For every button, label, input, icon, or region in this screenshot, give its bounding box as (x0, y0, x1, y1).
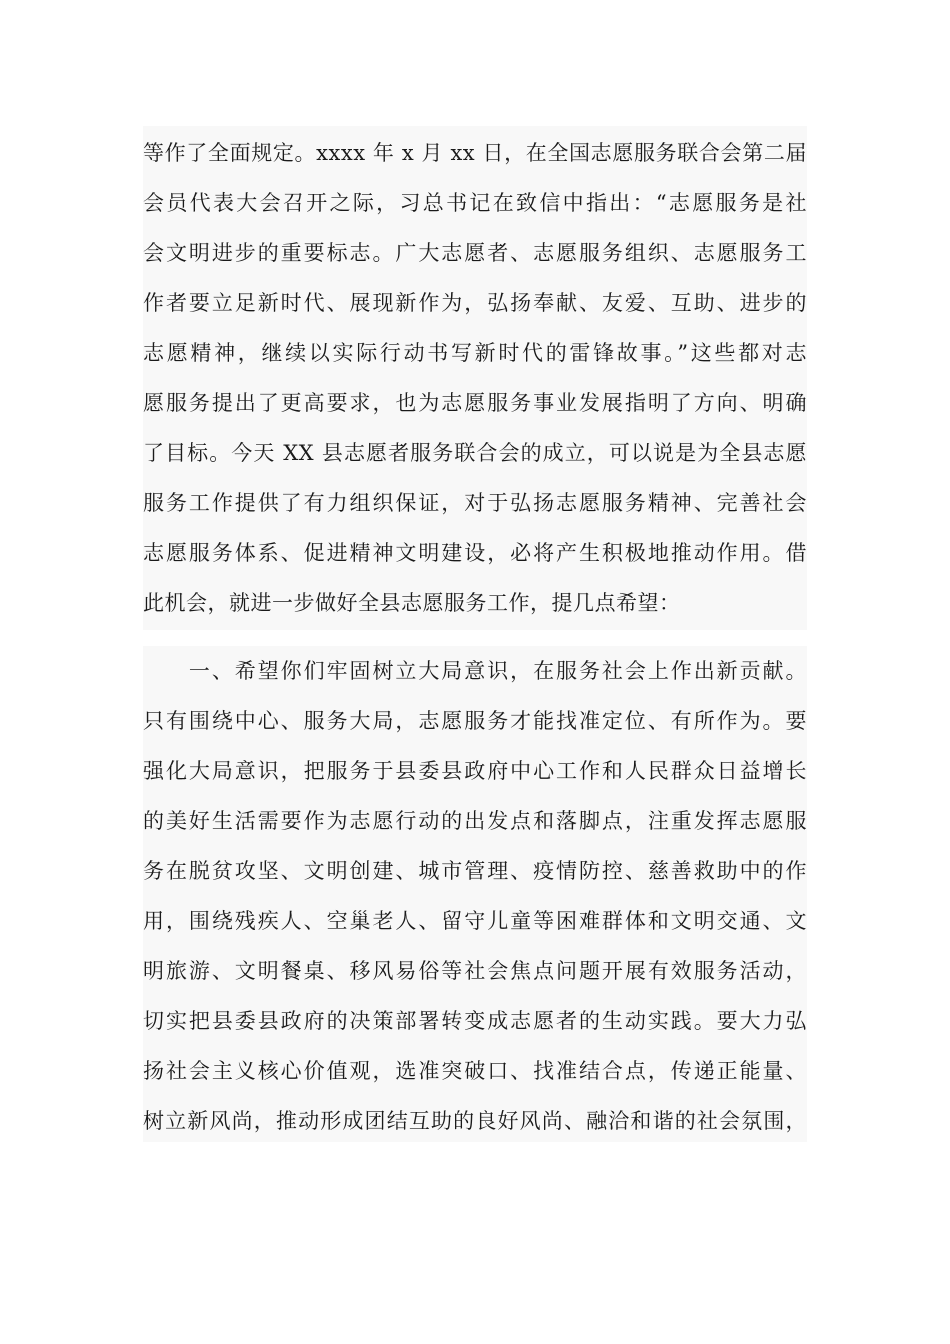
paragraph-line: 务在脱贫攻坚、文明创建、城市管理、疫情防控、慈善救助中的作 (143, 859, 807, 883)
paragraph-line: 志愿精神，继续以实际行动书写新时代的雷锋故事。”这些都对志 (143, 341, 807, 365)
paragraph-block-1 (143, 126, 807, 630)
paragraph-line: 明旅游、文明餐桌、移风易俗等社会焦点问题开展有效服务活动， (143, 959, 807, 983)
paragraph-line: 志愿服务体系、促进精神文明建设，必将产生积极地推动作用。借 (143, 541, 807, 565)
paragraph-line: 切实把县委县政府的决策部署转变成志愿者的生动实践。要大力弘 (143, 1009, 807, 1033)
paragraph-line: 只有围绕中心、服务大局，志愿服务才能找准定位、有所作为。要 (143, 709, 807, 733)
paragraph-line: 会员代表大会召开之际，习总书记在致信中指出：“志愿服务是社 (143, 191, 807, 215)
paragraph-line: 了目标。今天 XX 县志愿者服务联合会的成立，可以说是为全县志愿 (143, 441, 807, 465)
paragraph-line: 用，围绕残疾人、空巢老人、留守儿童等困难群体和文明交通、文 (143, 909, 807, 933)
paragraph-line: 愿服务提出了更高要求，也为志愿服务事业发展指明了方向、明确 (143, 391, 807, 415)
paragraph-line: 服务工作提供了有力组织保证，对于弘扬志愿服务精神、完善社会 (143, 491, 807, 515)
paragraph-line: 一、希望你们牢固树立大局意识，在服务社会上作出新贡献。 (143, 659, 807, 683)
paragraph-line: 扬社会主义核心价值观，选准突破口、找准结合点，传递正能量、 (143, 1059, 807, 1083)
paragraph-line: 此机会，就进一步做好全县志愿服务工作，提几点希望： (143, 591, 681, 615)
paragraph-line: 作者要立足新时代、展现新作为，弘扬奉献、友爱、互助、进步的 (143, 291, 807, 315)
paragraph-line: 会文明进步的重要标志。广大志愿者、志愿服务组织、志愿服务工 (143, 241, 807, 265)
paragraph-line: 等作了全面规定。xxxx 年 x 月 xx 日，在全国志愿服务联合会第二届 (143, 141, 807, 165)
paragraph-line: 的美好生活需要作为志愿行动的出发点和落脚点，注重发挥志愿服 (143, 809, 807, 833)
paragraph-line: 树立新风尚，推动形成团结互助的良好风尚、融洽和谐的社会氛围， (143, 1109, 807, 1133)
paragraph-line: 强化大局意识，把服务于县委县政府中心工作和人民群众日益增长 (143, 759, 807, 783)
paragraph-block-2 (143, 646, 807, 1142)
